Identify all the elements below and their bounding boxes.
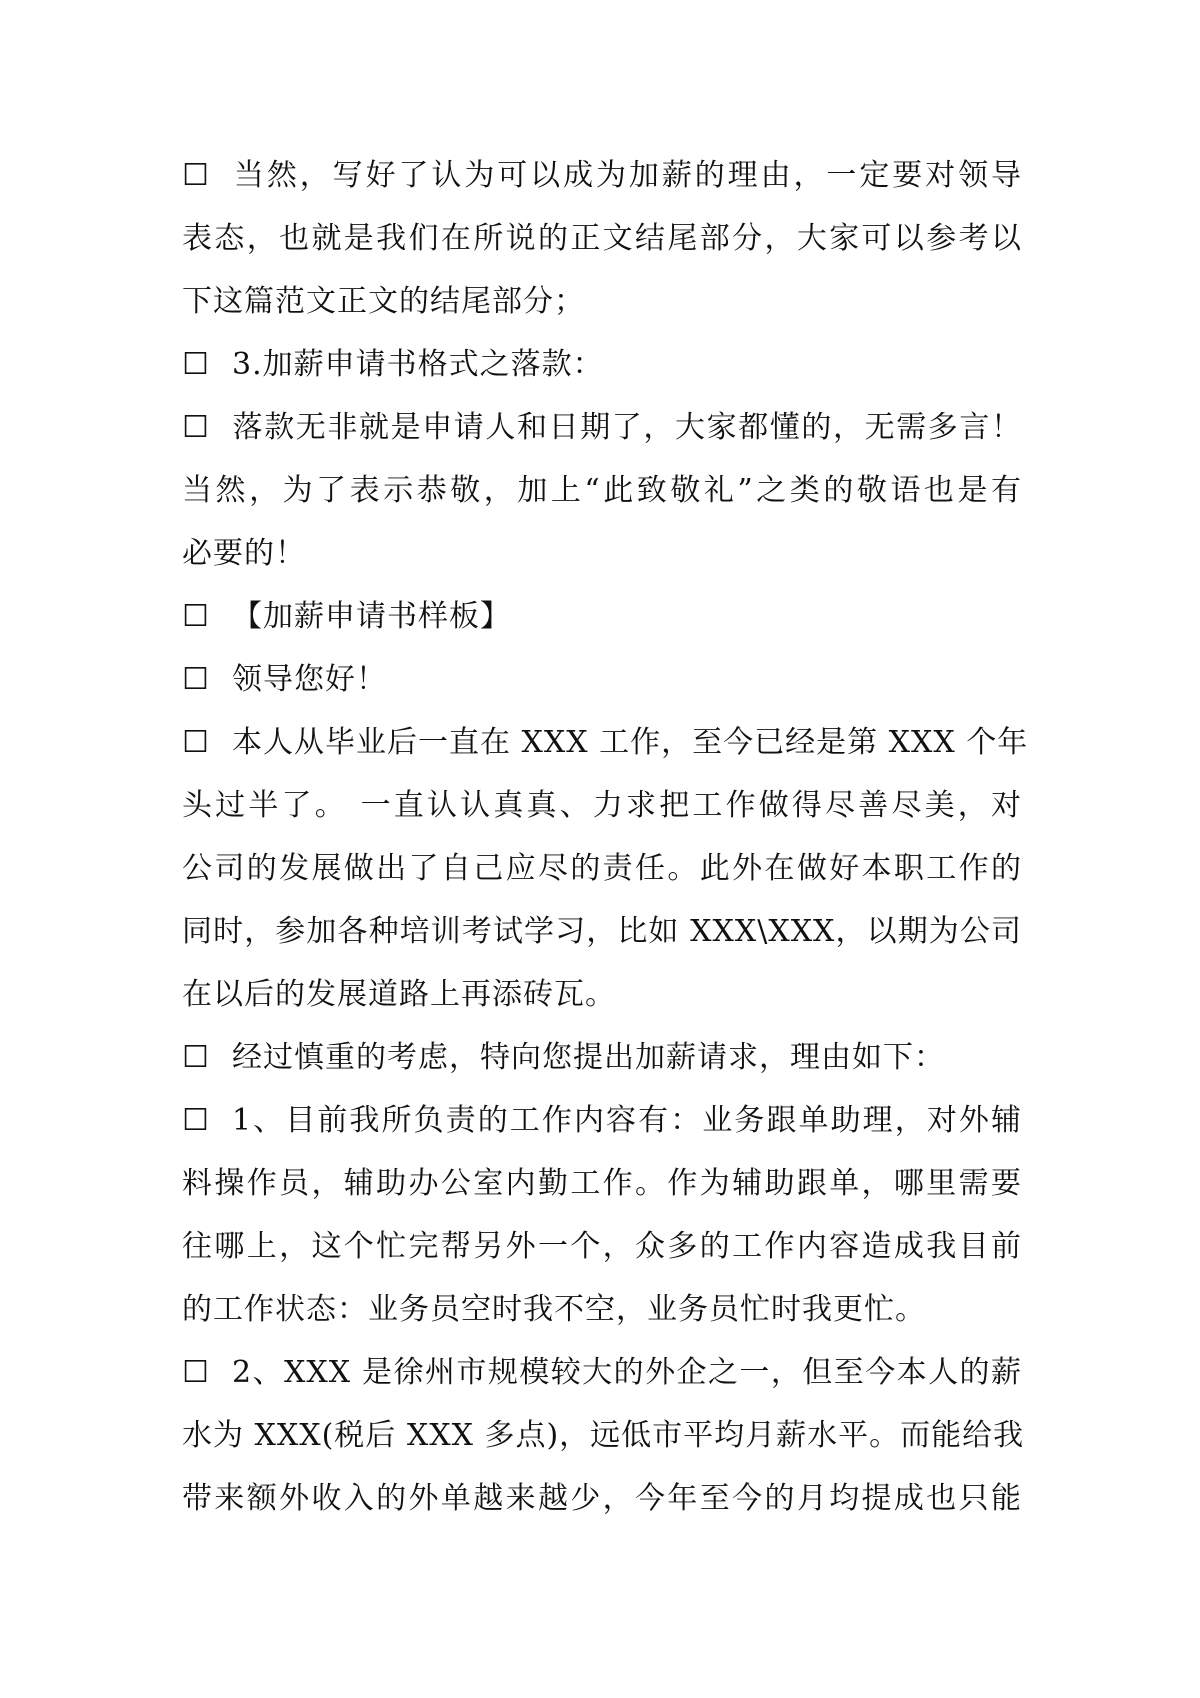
paragraph-reason-2 bbox=[182, 1341, 1025, 1530]
checkbox-icon: ☐ bbox=[182, 662, 210, 697]
paragraph-line: 表态，也就是我们在所说的正文结尾部分，大家可以参考以 bbox=[182, 221, 1022, 256]
paragraph-heading-signature bbox=[182, 333, 1022, 396]
checkbox-icon: ☐ bbox=[182, 1040, 210, 1075]
paragraph-line: 必要的！ bbox=[182, 536, 306, 571]
paragraph-line: 的工作状态：业务员空时我不空，业务员忙时我更忙。 bbox=[182, 1292, 926, 1327]
paragraph-line: 公司的发展做出了自己应尽的责任。此外在做好本职工作的 bbox=[182, 851, 1022, 886]
paragraph-request bbox=[182, 1026, 1022, 1089]
paragraph-line: 往哪上，这个忙完帮另外一个，众多的工作内容造成我目前 bbox=[182, 1229, 1022, 1264]
document-body bbox=[182, 144, 1029, 1530]
checkbox-icon: ☐ bbox=[182, 1103, 210, 1138]
paragraph-line: 同时，参加各种培训考试学习，比如 XXX\XXX，以期为公司 bbox=[182, 914, 1022, 949]
paragraph-line: 落款无非就是申请人和日期了，大家都懂的，无需多言！ bbox=[232, 410, 1022, 445]
paragraph-line: 料操作员，辅助办公室内勤工作。作为辅助跟单，哪里需要 bbox=[182, 1166, 1022, 1201]
paragraph-line: 下这篇范文正文的结尾部分； bbox=[182, 284, 585, 319]
paragraph-line: 带来额外收入的外单越来越少，今年至今的月均提成也只能 bbox=[182, 1481, 1022, 1516]
checkbox-icon: ☐ bbox=[182, 599, 210, 634]
paragraph-reason-1 bbox=[182, 1089, 1022, 1341]
paragraph-line: 当然，为了表示恭敬，加上“此致敬礼”之类的敬语也是有 bbox=[182, 473, 1022, 508]
paragraph-line: 【加薪申请书样板】 bbox=[232, 599, 511, 634]
paragraph-line: 经过慎重的考虑，特向您提出加薪请求，理由如下： bbox=[232, 1040, 945, 1075]
checkbox-icon: ☐ bbox=[182, 1355, 210, 1390]
checkbox-icon: ☐ bbox=[182, 725, 210, 760]
paragraph-signature-desc bbox=[182, 396, 1022, 585]
paragraph-line: 水为 XXX(税后 XXX 多点)，远低市平均月薪水平。而能给我 bbox=[182, 1418, 1025, 1453]
paragraph-line: 在以后的发展道路上再添砖瓦。 bbox=[182, 977, 616, 1012]
paragraph-line: 1、目前我所负责的工作内容有：业务跟单助理，对外辅 bbox=[232, 1103, 1022, 1138]
paragraph-line: 领导您好！ bbox=[232, 662, 387, 697]
paragraph-line: 当然，写好了认为可以成为加薪的理由，一定要对领导 bbox=[232, 158, 1022, 193]
paragraph-closing-attitude bbox=[182, 144, 1022, 333]
checkbox-icon: ☐ bbox=[182, 347, 210, 382]
paragraph-greeting bbox=[182, 648, 1022, 711]
paragraph-line: 2、XXX 是徐州市规模较大的外企之一，但至今本人的薪 bbox=[232, 1355, 1022, 1390]
paragraph-background bbox=[182, 711, 1029, 1026]
paragraph-line: 头过半了。 一直认认真真、力求把工作做得尽善尽美，对 bbox=[182, 788, 1022, 823]
paragraph-line: 本人从毕业后一直在 XXX 工作，至今已经是第 XXX 个年 bbox=[232, 725, 1029, 760]
checkbox-icon: ☐ bbox=[182, 158, 210, 193]
paragraph-template-title bbox=[182, 585, 1022, 648]
checkbox-icon: ☐ bbox=[182, 410, 210, 445]
paragraph-line: 3.加薪申请书格式之落款： bbox=[232, 347, 604, 382]
